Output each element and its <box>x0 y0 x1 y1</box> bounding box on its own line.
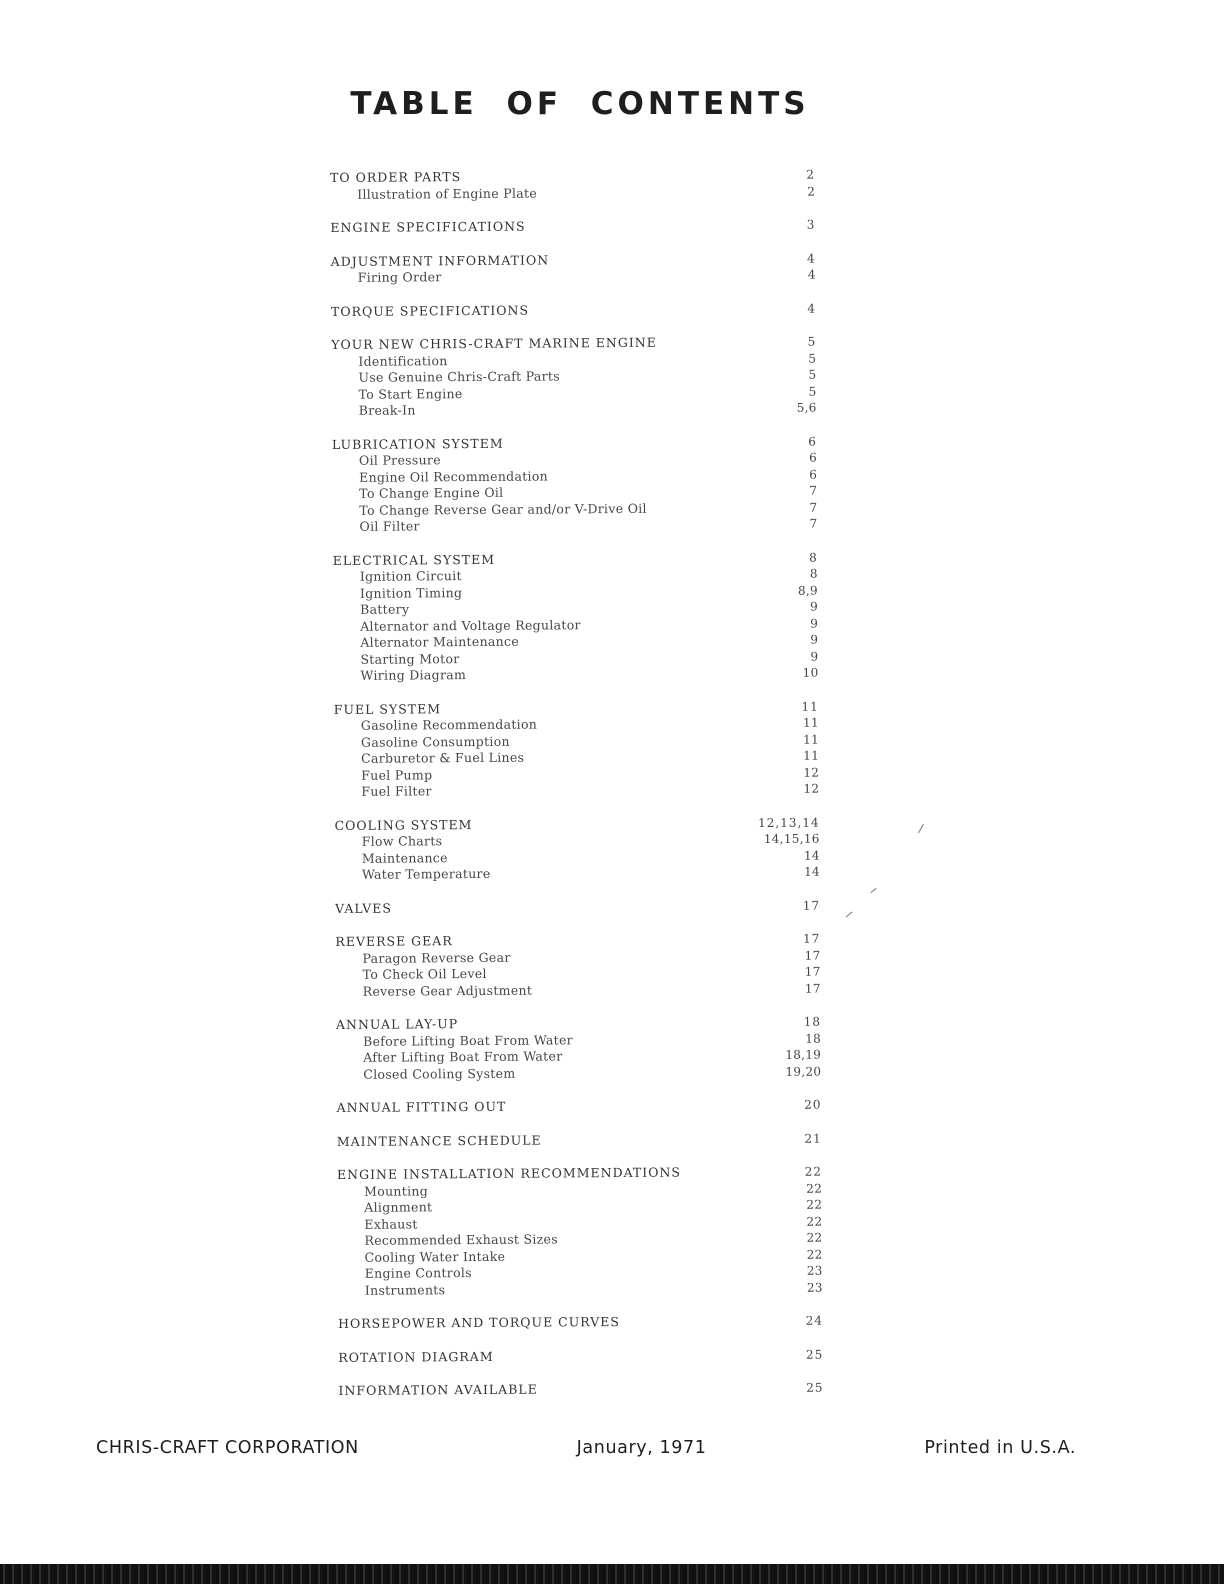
scan-edge-bar <box>0 1564 1224 1584</box>
toc-section <box>337 1130 822 1150</box>
toc-item-row <box>336 1063 821 1083</box>
toc-heading-label: TO ORDER PARTS <box>330 169 462 185</box>
toc-page-number: 9 <box>810 632 819 647</box>
toc-page-number: 18 <box>805 1031 822 1046</box>
toc-item-label: Cooling Water Intake <box>364 1248 506 1265</box>
toc-page-number: 5 <box>808 351 817 366</box>
toc-heading-label: ADJUSTMENT INFORMATION <box>330 251 550 269</box>
toc-section <box>336 1097 821 1117</box>
toc-heading-label: ANNUAL FITTING OUT <box>336 1098 507 1115</box>
toc-item-label: Carburetor & Fuel Lines <box>361 749 525 766</box>
toc-section <box>333 549 819 684</box>
toc-page-number: 4 <box>807 301 817 316</box>
toc-item-label: Flow Charts <box>361 833 443 849</box>
toc-heading-row <box>338 1346 823 1366</box>
toc-heading-label: TORQUE SPECIFICATIONS <box>330 302 530 319</box>
toc-item-label: To Start Engine <box>358 385 463 402</box>
toc-page-number: 5 <box>807 334 817 349</box>
toc-page-number: 17 <box>804 948 821 963</box>
toc-page-number: 11 <box>803 732 820 747</box>
toc-section <box>336 1014 821 1083</box>
toc-heading-label: INFORMATION AVAILABLE <box>338 1381 538 1398</box>
toc-section <box>335 931 820 1000</box>
toc-page-number: 3 <box>806 217 816 232</box>
footer-printed: Printed in U.S.A. <box>924 1438 1076 1458</box>
toc-page-number: 9 <box>810 599 819 614</box>
toc-section <box>331 334 817 420</box>
toc-item-row <box>332 400 817 420</box>
toc-heading-label: ENGINE SPECIFICATIONS <box>330 218 526 235</box>
toc-item-label: Firing Order <box>357 269 442 285</box>
toc-heading-label: MAINTENANCE SCHEDULE <box>336 1132 542 1149</box>
toc-item-label: Wiring Diagram <box>360 667 467 683</box>
toc-heading-label: LUBRICATION SYSTEM <box>331 435 504 452</box>
toc-page-number: 22 <box>806 1197 823 1212</box>
toc-item-label: Oil Filter <box>359 518 420 534</box>
toc-item-label: Alignment <box>364 1199 433 1215</box>
toc-page-number: 6 <box>809 467 818 482</box>
toc-heading-label: YOUR NEW CHRIS-CRAFT MARINE ENGINE <box>331 334 657 352</box>
toc-page-number: 17 <box>803 931 821 946</box>
toc-page-number: 24 <box>805 1313 824 1328</box>
toc-item-label: Before Lifting Boat From Water <box>363 1031 573 1049</box>
toc-heading-label: VALVES <box>335 900 392 916</box>
toc-page-number: 9 <box>810 616 819 631</box>
toc-heading-row <box>338 1313 823 1333</box>
toc-page-number: 25 <box>805 1347 824 1362</box>
toc-page-number: 21 <box>804 1131 822 1146</box>
toc-item-label: Illustration of Engine Plate <box>357 185 538 202</box>
toc-heading-label: ROTATION DIAGRAM <box>338 1348 494 1365</box>
toc-heading-label: COOLING SYSTEM <box>334 816 473 833</box>
toc-section <box>330 217 815 237</box>
toc-item-row <box>334 781 819 801</box>
toc-page-number: 12 <box>803 781 820 796</box>
toc-page-number: 7 <box>809 516 818 531</box>
toc-item-label: Mounting <box>364 1182 429 1199</box>
toc-heading-row <box>336 1097 821 1117</box>
toc-page-number: 5 <box>808 367 817 382</box>
toc-heading-row <box>330 217 815 237</box>
toc-heading-row <box>337 1130 822 1150</box>
toc-page-number: 14 <box>803 848 820 863</box>
toc-page-number: 12 <box>803 765 820 780</box>
toc-item-label: To Check Oil Level <box>362 965 487 982</box>
toc-item-row <box>331 267 816 287</box>
toc-section <box>335 897 820 917</box>
scan-speck <box>870 888 876 893</box>
toc-item-label: Instruments <box>364 1281 446 1298</box>
toc-heading-label: ANNUAL LAY-UP <box>335 1016 459 1032</box>
toc-page-number: 5 <box>808 384 817 399</box>
toc-page-number: 6 <box>809 450 818 465</box>
toc-item-label: Ignition Circuit <box>359 568 462 584</box>
toc-item-label: Alternator and Voltage Regulator <box>360 616 581 634</box>
toc-item-label: Exhaust <box>364 1215 418 1232</box>
toc-page-number: 23 <box>806 1263 823 1278</box>
toc-page-number: 17 <box>802 898 821 913</box>
page-title: TABLE OF CONTENTS <box>350 86 810 122</box>
scan-speck <box>918 824 924 833</box>
toc-item-label: Closed Cooling System <box>363 1065 516 1082</box>
toc-item-label: To Change Engine Oil <box>359 484 504 501</box>
toc-section <box>331 300 816 320</box>
toc-section <box>334 698 820 800</box>
toc-heading-row <box>331 300 816 320</box>
toc-page-number: 19,20 <box>785 1064 822 1079</box>
toc-page-number: 11 <box>801 699 819 714</box>
toc-item-label: Use Genuine Chris-Craft Parts <box>358 368 560 385</box>
toc-item-row <box>330 183 815 203</box>
toc-section <box>338 1380 823 1400</box>
toc-item-row <box>338 1279 823 1299</box>
toc-page-number: 18 <box>803 1014 822 1029</box>
footer-date: January, 1971 <box>576 1438 707 1458</box>
toc-item-row <box>332 516 817 536</box>
toc-item-label: Gasoline Consumption <box>360 733 510 750</box>
footer-company: CHRIS-CRAFT CORPORATION <box>96 1438 359 1458</box>
footer <box>96 1438 1076 1458</box>
toc-page-number: 4 <box>807 267 816 282</box>
toc-heading-label: FUEL SYSTEM <box>333 700 442 717</box>
table-of-contents <box>330 167 824 1417</box>
toc-page-number: 6 <box>808 434 817 449</box>
toc-page-number: 22 <box>804 1164 823 1179</box>
toc-item-label: To Change Reverse Gear and/or V-Drive Oil <box>359 500 647 518</box>
toc-page-number: 20 <box>804 1097 822 1112</box>
toc-page-number: 2 <box>806 167 816 182</box>
toc-section <box>338 1346 823 1366</box>
toc-page-number: 8,9 <box>797 583 818 598</box>
toc-page-number: 7 <box>809 483 818 498</box>
toc-item-label: Recommended Exhaust Sizes <box>364 1231 558 1248</box>
toc-heading-label: ELECTRICAL SYSTEM <box>332 551 496 568</box>
toc-page-number: 22 <box>806 1247 823 1262</box>
toc-item-label: Battery <box>360 601 410 617</box>
toc-heading-label: REVERSE GEAR <box>335 933 453 949</box>
toc-page-number: 22 <box>806 1230 823 1245</box>
toc-item-label: Maintenance <box>361 849 448 866</box>
toc-page-number: 18,19 <box>785 1047 822 1062</box>
toc-page-number: 22 <box>806 1181 823 1196</box>
toc-item-label: Water Temperature <box>361 865 491 882</box>
toc-item-label: Starting Motor <box>360 650 460 667</box>
toc-section <box>337 1164 823 1299</box>
toc-page-number: 17 <box>804 981 821 996</box>
toc-page-number: 4 <box>806 251 816 266</box>
toc-item-label: Alternator Maintenance <box>360 633 520 650</box>
toc-page-number: 14 <box>803 864 820 879</box>
toc-item-label: Fuel Filter <box>361 783 432 799</box>
toc-item-label: Reverse Gear Adjustment <box>362 982 533 999</box>
toc-page-number: 14,15,16 <box>763 831 820 846</box>
toc-page-number: 12,13,14 <box>758 815 820 830</box>
toc-page-number: 2 <box>807 184 816 199</box>
toc-section <box>335 814 820 883</box>
toc-page-number: 23 <box>806 1280 823 1295</box>
toc-item-label: Break-In <box>358 402 416 418</box>
toc-item-label: After Lifting Boat From Water <box>363 1048 563 1065</box>
toc-item-row <box>333 665 818 685</box>
toc-page-number: 9 <box>810 649 819 664</box>
toc-page-number: 11 <box>803 748 820 763</box>
toc-page-number: 11 <box>802 715 819 730</box>
toc-section <box>332 433 818 535</box>
toc-page-number: 22 <box>806 1214 823 1229</box>
toc-page-number: 8 <box>809 550 818 565</box>
toc-item-label: Engine Oil Recommendation <box>359 467 549 485</box>
toc-heading-label: ENGINE INSTALLATION RECOMMENDATIONS <box>336 1164 681 1182</box>
toc-section <box>330 167 815 203</box>
toc-section <box>338 1313 823 1333</box>
toc-page-number: 10 <box>802 665 819 680</box>
toc-page-number: 5,6 <box>796 400 817 415</box>
toc-heading-row <box>338 1380 823 1400</box>
toc-page-number: 17 <box>804 964 821 979</box>
toc-item-label: Gasoline Recommendation <box>360 716 538 733</box>
toc-item-label: Ignition Timing <box>359 584 463 601</box>
toc-item-label: Paragon Reverse Gear <box>362 949 511 966</box>
toc-item-label: Identification <box>358 352 448 369</box>
scan-speck <box>846 912 853 918</box>
toc-page-number: 25 <box>806 1380 824 1395</box>
toc-page-number: 7 <box>809 500 818 515</box>
toc-item-row <box>336 980 821 1000</box>
toc-item-label: Fuel Pump <box>361 766 433 783</box>
toc-heading-row <box>335 897 820 917</box>
toc-item-label: Engine Controls <box>364 1265 472 1281</box>
toc-section <box>331 250 816 286</box>
toc-item-label: Oil Pressure <box>358 452 441 468</box>
toc-item-row <box>335 864 820 884</box>
toc-page-number: 8 <box>809 566 818 581</box>
toc-heading-label: HORSEPOWER AND TORQUE CURVES <box>338 1314 620 1331</box>
